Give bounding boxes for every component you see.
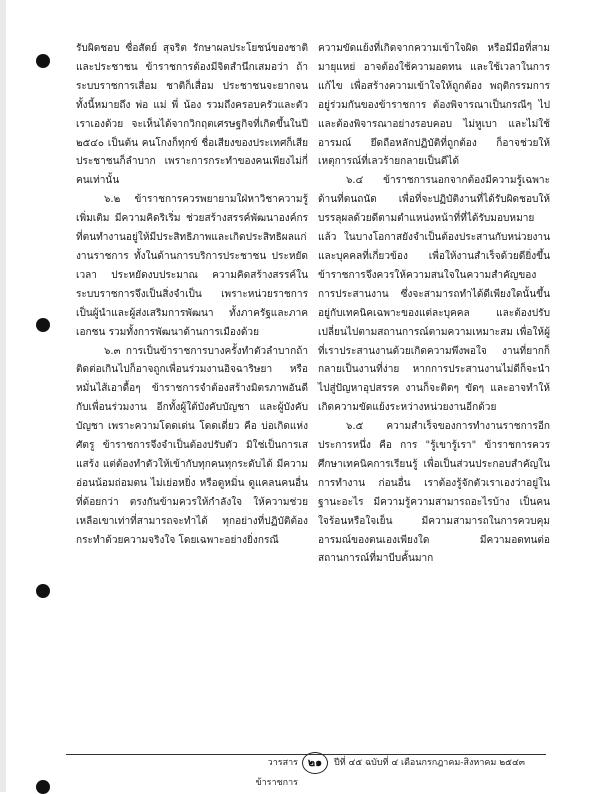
journal-name: วารสารข้าราชการ xyxy=(255,758,298,788)
paragraph-6-2: ๖.๒ ข้าราชการควรพยายามใฝ่หาวิชาความรู้เพิ่มเติม มีความคิดริเริ่ม ช่วยสร้างสรรค์พัฒนาองค์กรที่ตนทำงานอยู่ให้มีประสิทธิภาพและเกิดประสิทธิผลแก่งานราชการ ทั้งในด้านการบริการประชาชน ประหยัดเวลา ประหยัดงบประมาณ ความคิดสร้างสรรค์ในระบบราชการจึงเป็นสิ่งจำเป็น เพราะหน่วยราชการเป็นผู้นำและผู้ส่งเสริมการพัฒนา ทั้งภาครัฐและภาคเอกชน รวมทั้งการพัฒนาด้านการเมืองด้วย xyxy=(76,194,308,338)
page-number: ๒๑ xyxy=(302,752,328,774)
paragraph-6-3: ๖.๓ การเป็นข้าราชการบางครั้งทำตัวลำบากถ้าติดต่อเกินไปก็อาจถูกเพื่อนร่วมงานอิจฉาริษยา หรือหมั่นไส้เอาดื้อๆ ข้าราชการจำต้องสร้างมิตรภาพอันดีกับเพื่อนร่วมงาน อีกทั้งผู้ใต้บังคับบัญชา และผู้บังคับบัญชา เพราะความโดดเด่น โดดเดี่ยว คือ บ่อเกิดแห่งศัตรู ข้าราชการจึงจำเป็นต้องปรับตัว มิใช่เป็นการเสแสร้ง แต่ต้องทำตัวให้เข้ากับทุกคนทุกระดับได้ มีความอ่อนน้อมถ่อมตน ไม่เย่อหยิ่ง หรือดูหมิ่น ดูแคลนคนอื่นที่ด้อยกว่า ตรงกันข้ามควรให้กำลังใจ ให้ความช่วยเหลือเขาเท่าที่สามารถจะทำได้ ทุกอย่างที่ปฏิบัติต้องกระทำด้วยความจริงใจ โดยเฉพาะอย่างยิ่งกรณี xyxy=(76,345,308,546)
paragraph-continuation: รับผิดชอบ ซื่อสัตย์ สุจริต รักษาผลประโยชน์ของชาติและประชาชน ข้าราชการต้องมีจิตสำนึกเสมอว่า ถ้าระบบราชการเสื่อม ชาติก็เสื่อม ประชาชนจะยากจน ทั้งนี้หมายถึง พ่อ แม่ พี่ น้อง รวมถึงครอบครัวและตัวเราเองด้วย จะเห็นได้จากวิกฤตเศรษฐกิจที่เกิดขึ้นในปี ๒๕๔๐ เป็นต้น คนโกงก็ทุกข์ ชื่อเสียงของประเทศก็เสีย ประชาชนก็ลำบาก เพราะการกระทำของคนเพียงไม่กี่คนเท่านั้น xyxy=(76,43,308,187)
binder-hole-icon xyxy=(36,318,50,332)
paragraph-6-4: ๖.๔ ข้าราชการนอกจากต้องมีความรู้เฉพาะด้านที่ตนถนัด เพื่อที่จะปฏิบัติงานที่ได้รับผิดชอบให้บรรลุผลด้วยดีตามตำแหน่งหน้าที่ที่ได้รับมอบหมายแล้ว ในบางโอกาสยังจำเป็นต้องประสานกับหน่วยงานและบุคคลที่เกี่ยวข้อง เพื่อให้งานสำเร็จด้วยดียิ่งขึ้น ข้าราชการจึงควรให้ความสนใจในความสำคัญของการประสานงาน ซึ่งจะสามารถทำได้ดีเพียงใดนั้นขึ้นอยู่กับเทคนิคเฉพาะของแต่ละบุคคล และต้องปรับเปลี่ยนไปตามสถานการณ์ตามความเหมาะสม เพื่อให้ผู้ที่เราประสานงานด้วยเกิดความพึงพอใจ งานที่ยากก็กลายเป็นงานที่ง่าย หากการประสานงานไม่ดีก็จะนำไปสู่ปัญหาอุปสรรค งานก็จะติดๆ ขัดๆ และอาจทำให้เกิดความขัดแย้งระหว่างหน่วยงานอีกด้วย xyxy=(318,175,550,414)
binder-hole-icon xyxy=(36,54,50,68)
paragraph-6-5: ๖.๕ ความสำเร็จของการทำงานราชการอีกประการหนึ่ง คือ การ "รู้เขารู้เรา" ข้าราชการควรศึกษาเทคนิคการเรียนรู้ เพื่อเป็นส่วนประกอบสำคัญในการทำงาน ก่อนอื่น เราต้องรู้จักตัวเราเองว่าอยู่ในฐานะอะไร มีความรู้ความสามารถอะไรบ้าง เป็นคนใจร้อนหรือใจเย็น มีความสามารถในการควบคุมอารมณ์ของตนเองเพียงใด มีความอดทนต่อสถานการณ์ที่มาบีบคั้นมาก xyxy=(318,421,550,565)
issue-info: ปีที่ ๔๕ ฉบับที่ ๔ เดือนกรกฎาคม-สิงหาคม ๒๕๔๓ xyxy=(334,758,525,768)
left-text-column xyxy=(76,40,308,550)
paragraph-6-3-continued: ความขัดแย้งที่เกิดจากความเข้าใจผิด หรือมีมือที่สามมายุแหย่ อาจต้องใช้ความอดทน และใช้เวลาในการแก้ไข เพื่อสร้างความเข้าใจให้ถูกต้อง พฤติกรรมการอยู่ร่วมกันของข้าราชการ ต้องพิจารณาเป็นกรณีๆ ไป และต้องพิจารณาอย่างรอบคอบ ไม่หูเบา และไม่ใช้อารมณ์ ยึดถือหลักปฏิบัติที่ถูกต้อง ก็อาจช่วยให้เหตุการณ์ที่เลวร้ายกลายเป็นดีได้ xyxy=(318,43,550,168)
binder-hole-icon xyxy=(36,584,50,598)
right-text-column xyxy=(318,40,550,569)
page-edge-shadow xyxy=(0,0,6,792)
